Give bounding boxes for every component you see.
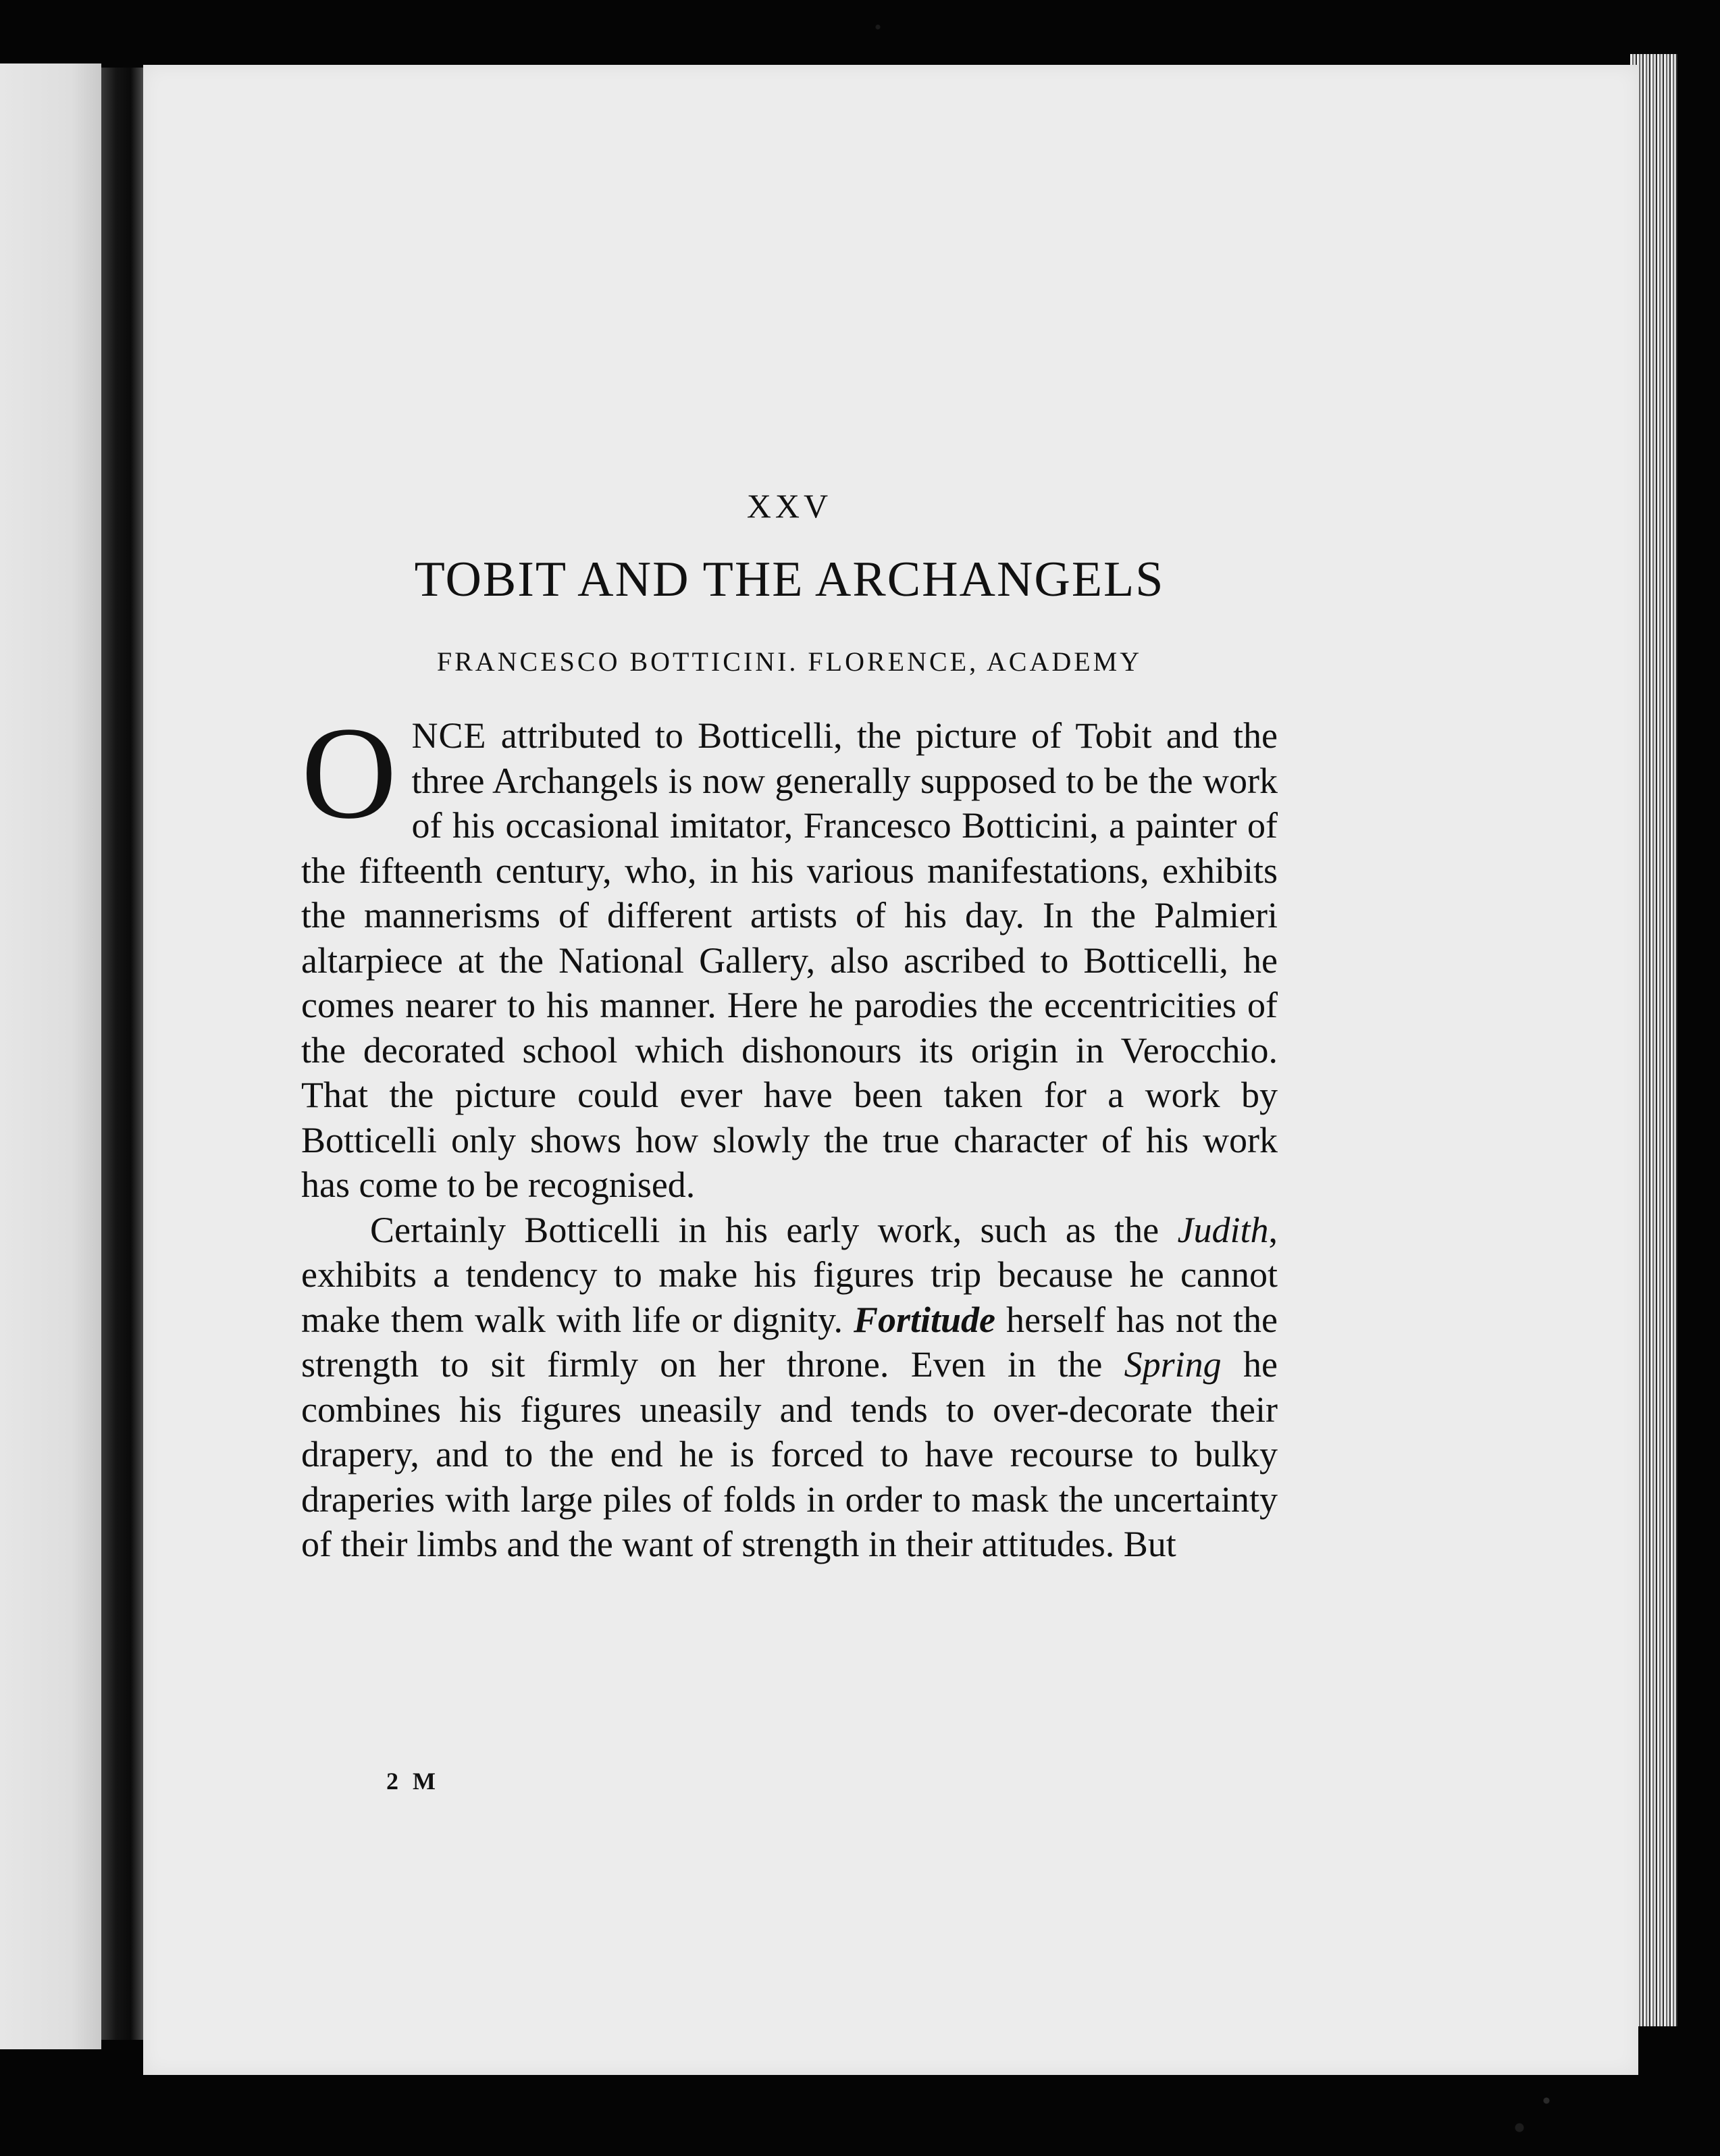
drop-cap: O: [301, 700, 397, 846]
lead-in-caps: NCE: [411, 715, 487, 756]
chapter-number: XXV: [746, 487, 833, 525]
paragraph-2-text-b: , exhibits a tendency to make his figures trip because he cannot make them walk with life or dignity.: [301, 1209, 1278, 1340]
italic-title-judith: Judith: [1177, 1209, 1269, 1250]
paragraph-2-text-d: he combines his figures uneasily and tends to over-decorate their drapery, and to the end he is forced to have recourse to bulky draperies with large piles of folds in order to mask the uncertainty of their limbs and the want of strength in their attitudes. But: [301, 1344, 1278, 1564]
book-page: [143, 65, 1638, 2075]
book-gutter: [101, 68, 143, 2040]
chapter-title: TOBIT AND THE ARCHANGELS: [414, 552, 1165, 607]
paragraph-2: [301, 1208, 1278, 1567]
italic-title-fortitude: Fortitude: [853, 1299, 996, 1340]
paragraph-2-text-a: Certainly Botticelli in his early work, such as the: [370, 1209, 1178, 1250]
paragraph-1-text: attributed to Botticelli, the picture of Tobit and the three Archangels is now generally supposed to be the work of his occasional imitator, Francesco Botticini, a painter of the fifteenth century, who, in his various manifestations, exhibits the mannerisms of different artists of his day. In the Palmieri altarpiece at the National Gallery, also ascribed to Botticelli, he comes nearer to his manner. Here he parodies the eccentricities of the decorated school which dishonours its origin in Verocchio. That the picture could ever have been taken for a work by Botticelli only shows how slowly the true character of his work has come to be recognised.: [301, 715, 1278, 1205]
artwork-attribution: FRANCESCO BOTTICINI. FLORENCE, ACADEMY: [436, 646, 1143, 677]
printer-signature-mark: 2 M: [386, 1768, 440, 1795]
paragraph-2-text-c: herself has not the strength to sit firmly on her throne. Even in the: [301, 1299, 1278, 1385]
italic-title-spring: Spring: [1124, 1344, 1222, 1385]
body-text: [301, 700, 1278, 1567]
paragraph-1: [301, 700, 1278, 1208]
facing-page-edge: [0, 63, 101, 2049]
